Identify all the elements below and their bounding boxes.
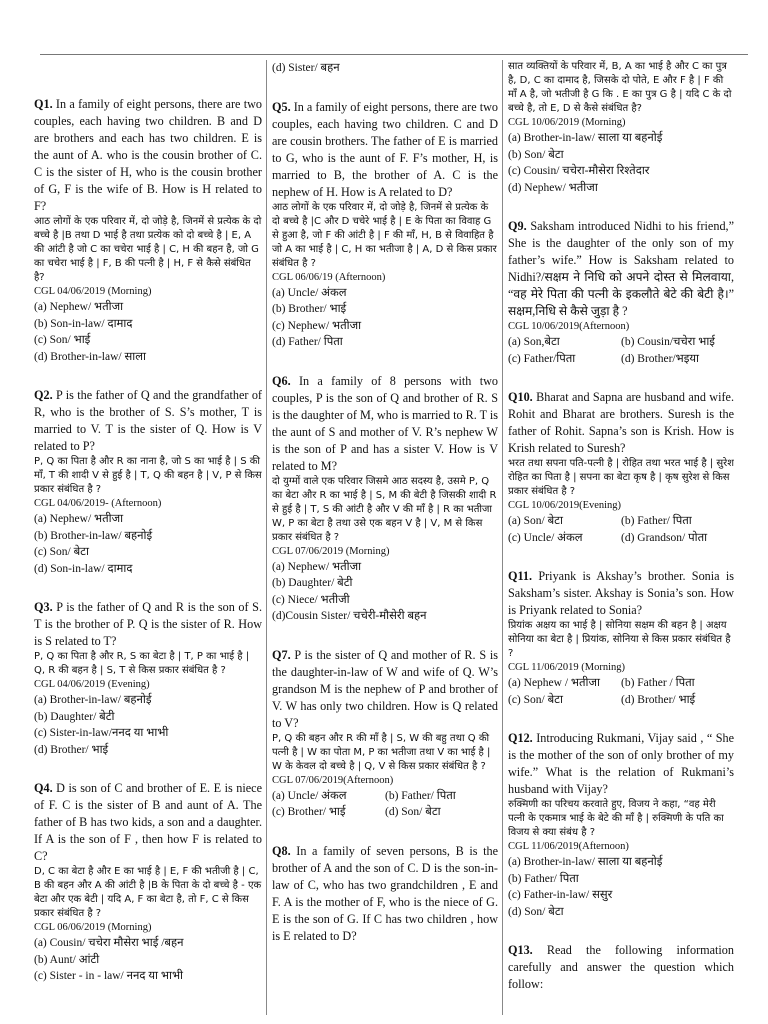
question-hindi: P, Q की बहन और R की माँ है | S, W की बहु तथा Q की पत्नी है | W का पोता M, P का भतीजा तथा V का भाई है | W के केवल दो बच्चे है | Q, V से किस प्रकार संबंधित है ?: [272, 732, 491, 772]
answer-option: (b) Daughter/ बेटी: [34, 710, 115, 723]
question-number: Q1.: [34, 97, 53, 111]
question-text: [508, 942, 734, 993]
exam-source: CGL 04/06/2019- (Afternoon): [34, 498, 162, 509]
answer-option: (a) Brother-in-law/ बहनोई: [34, 694, 152, 706]
answer-option: (c) Niece/ भतीजी: [272, 593, 350, 606]
answer-option: (d) Father/ पिता: [272, 336, 343, 348]
question-number: Q3.: [34, 600, 53, 614]
answer-option: (d) Sister/ बहन: [272, 62, 340, 74]
answer-option: (c) Uncle/ अंकल: [508, 531, 583, 544]
column-3: [508, 60, 734, 1015]
answer-option: (a) Nephew/ भतीजा: [272, 560, 362, 573]
answer-option: (d) Son-in-law/ दामाद: [34, 562, 133, 575]
question-number: Q13.: [508, 943, 533, 957]
answer-option: (a) Nephew/ भतीजा: [34, 513, 124, 525]
question-number: Q5.: [272, 99, 291, 114]
question-hindi: P, Q का पिता है और R, S का बेटा है | T, P का भाई है | Q, R की बहन है | S, T से किस प्रकार संबंधित है ?: [34, 651, 250, 676]
question-number: Q8.: [272, 843, 291, 858]
answer-option: (d) Nephew/ भतीजा: [508, 181, 598, 194]
question-hindi: भरत तथा सपना पति-पत्नी है | रोहित तथा भरत भाई है | सुरेश रोहित का पिता है | सपना का बेटा कृष है | कृष सुरेश से किस प्रकार संबंधित है ?: [508, 458, 734, 497]
question-text: [272, 373, 498, 475]
question-text: [508, 730, 734, 798]
answer-option: (b) Father/ पिता: [621, 515, 692, 527]
question-block: [34, 387, 262, 577]
exam-source: CGL 06/06/2019 (Morning): [34, 922, 152, 933]
question-block: [272, 647, 498, 821]
question-number: Q10.: [508, 390, 533, 404]
answer-option: (b) Son/ बेटा: [508, 148, 564, 161]
question-english: Priyank is Akshay’s brother. Sonia is Saksham’s sister. Akshay is Sonia’s son. How is Priyank related to Sonia?: [508, 569, 734, 617]
answer-option-row: [508, 334, 734, 351]
answer-option-row: [272, 788, 498, 805]
answer-option: (a) Son/ बेटा: [508, 515, 563, 527]
answer-option: (c) Cousin/ चचेरा-मौसेरा रिश्तेदार: [508, 165, 650, 177]
column-divider: [502, 60, 503, 1015]
answer-option: (a) Brother-in-law/ साला या बहनोई: [508, 132, 663, 144]
question-text: [508, 218, 734, 320]
answer-option: (c) Nephew/ भतीजा: [272, 319, 362, 332]
question-english: Bharat and Sapna are husband and wife. Rohit and Bharat are brothers. Suresh is the father of Rohit. Sapna’s son is Krish. How is Krish related to Suresh?: [508, 390, 734, 455]
question-english: D is son of C and brother of E. E is niece of F. C is the sister of B and aunt of A. The father of B has two kids, a son and a daughter. If A is the son of F , then how F is related to C?: [34, 781, 262, 863]
question-hindi: D, C का बेटा है और E का भाई है | E, F की भतीजी है | C, B की बहन और A की आंटी है |B के पिता के दो बच्चे है - एक बेटा और एक बेटी | यदि A, F का बेटा है, तो F, C से किस प्रकार संबंधित है ?: [34, 866, 262, 919]
question-block: [508, 389, 734, 546]
answer-option: (b) Aunt/ आंटी: [34, 953, 100, 966]
answer-option: (d) Brother/भइया: [621, 352, 699, 365]
answer-option: (b) Father/ पिता: [508, 872, 579, 885]
question-text: [272, 99, 498, 201]
question-number: Q7.: [272, 647, 291, 662]
question-text: [34, 780, 262, 865]
exam-source: CGL 11/06/2019(Afternoon): [508, 841, 629, 852]
question-english: Introducing Rukmani, Vijay said , “ She is the mother of the son of only brother of my wife.” What is the relation of Rukmani’s husband with Vijay?: [508, 731, 734, 796]
answer-option: (b) Father / पिता: [621, 677, 695, 689]
answer-option-row: [508, 675, 734, 692]
answer-option: (c) Sister-in-law/ननद या भाभी: [34, 727, 169, 739]
question-english: In a family of seven persons, B is the brother of A and the son of C. D is the son-in-law of C, who has two grandchildren , E and F. A is the mother of F, who is the niece of G. E is the son of G. If C has two children , how is E related to D?: [272, 843, 498, 943]
question-number: Q12.: [508, 731, 533, 745]
question-english: In a family of 8 persons with two couples, P is the son of Q and brother of R. S is the daughter of M, who is married to R. T is the aunt of S and mother of V. R’s nephew W is the son of P and has a sister V. How is V related to M?: [272, 373, 498, 473]
question-hindi: आठ लोगों के एक परिवार में, दो जोड़े है, जिनमें से प्रत्येक के दो बच्चे है |C और D चचेरे भाई है | E के पिता का विवाह G से हुआ है, जो F की आंटी है | F की माँ, H, B से विवाहित है जो A का भाई है | C, H का भतीजा है | A, D से किस प्रकार संबंधित है ?: [272, 201, 497, 269]
answer-option: (b) Son-in-law/ दामाद: [34, 317, 133, 330]
question-hindi: P, Q का पिता है और R का नाना है, जो S का भाई है | S की माँ, T की शादी V से हुई है | T, Q की बहन है | V, P से किस प्रकार संबंधित है ?: [34, 456, 262, 495]
question-text: [34, 599, 262, 650]
question-number: Q6.: [272, 373, 291, 388]
answer-option: (d)Cousin Sister/ चचेरी-मौसेरी बहन: [272, 610, 427, 622]
exam-source: CGL 07/06/2019(Afternoon): [272, 774, 394, 786]
answer-option: (d) Brother/ भाई: [621, 693, 696, 706]
question-hindi: आठ लोगों के एक परिवार में, दो जोड़े है, जिनमें से प्रत्येक के दो बच्चे है |B तथा D भाई है तथा प्रत्येक को दो बच्चे है | E, A की आंटी है जो C का चचेरा भाई है | C, H की बहन है, जो G का चचेरा भाई है | F, B की पत्नी है | H, F से कैसे संबंधित है?: [34, 216, 262, 283]
question-english: P is the father of Q and R is the son of S. T is the brother of P. Q is the sister of R. How is S related to T?: [34, 600, 262, 648]
question-english: In a family of eight persons, there are two couples, each having two children. B and D are brothers and each has two children. E is the aunt of A. who is the cousin brother of C. C is the sister of H, who is the cousin brother of G, F is the wife of B. How is H related to F?: [34, 97, 262, 213]
answer-option: (c) Sister - in - law/ ननद या भाभी: [34, 970, 184, 982]
answer-option: (b) Cousin/चचेरा भाई: [621, 336, 715, 348]
question-text: [272, 647, 498, 732]
answer-option: (d) Son/ बेटा: [508, 905, 564, 918]
column-2: [272, 60, 498, 1015]
answer-option: (c) Brother/ भाई: [272, 806, 346, 818]
answer-option: (b) Daughter/ बेटी: [272, 577, 353, 589]
answer-option: (c) Son/ बेटा: [34, 546, 89, 558]
answer-option-row: [508, 530, 734, 547]
answer-option: (a) Uncle/ अंकल: [272, 789, 347, 802]
answer-option: (c) Son/ भाई: [34, 334, 91, 346]
question-block: [272, 60, 498, 77]
answer-option: (c) Son/ बेटा: [508, 693, 563, 706]
question-english: P is the father of Q and the grandfather of R, who is the brother of S. S’s mother, T is married to V. T is the sister of Q. How is V related to P?: [34, 388, 262, 453]
answer-option: (a) Brother-in-law/ साला या बहनोई: [508, 856, 663, 868]
question-text: [34, 387, 262, 455]
answer-option-row: [508, 513, 734, 530]
question-block: [508, 730, 734, 920]
question-block: [272, 373, 498, 625]
question-english: Read the following information carefully and answer the question which follow:: [508, 943, 734, 991]
question-block: [508, 60, 734, 196]
exam-source: CGL 06/06/19 (Afternoon): [272, 271, 386, 283]
answer-option: (a) Nephew / भतीजा: [508, 677, 601, 689]
question-text: [508, 568, 734, 619]
question-number: Q4.: [34, 781, 53, 795]
answer-option-row: [272, 804, 498, 821]
question-number: Q9.: [508, 219, 527, 233]
question-english: Saksham introduced Nidhi to his friend,” She is the daughter of the only son of my father’s wife.” How is Saksham related to Nidhi?/सक्षम ने निधि को अपने दोस्त से मिलवाया, “वह मेरे पिता की पत्नी के इकलौते बेटे की बेटी है।” सक्षम,निधि से कैसे जुड़ा है ?: [508, 219, 734, 318]
answer-option: (d) Brother-in-law/ साला: [34, 350, 146, 363]
top-rule: [40, 54, 748, 55]
answer-option: (d) Son/ बेटा: [385, 806, 441, 818]
answer-option: (a) Uncle/ अंकल: [272, 286, 347, 299]
question-block: [34, 599, 262, 758]
question-block: [34, 96, 262, 365]
question-text: [34, 96, 262, 215]
exam-source: CGL 07/06/2019 (Morning): [272, 545, 390, 557]
exam-source: CGL 10/06/2019 (Morning): [508, 117, 626, 128]
question-english: P is the sister of Q and mother of R. S is the daughter-in-law of W and wife of Q. W’s grandson M is the nephew of P and brother of V. W has only two children. How is Q related to V?: [272, 647, 498, 730]
question-block: [34, 780, 262, 985]
question-block: [508, 942, 734, 993]
question-block: [272, 843, 498, 945]
answer-option: (c) Father/पिता: [508, 352, 576, 365]
question-text: [508, 389, 734, 457]
column-divider: [266, 60, 267, 1015]
column-1: [34, 60, 262, 1015]
answer-option: (a) Son,बेटा: [508, 336, 560, 348]
question-block: [508, 568, 734, 708]
answer-option: (a) Nephew/ भतीजा: [34, 301, 124, 313]
answer-option-row: [508, 692, 734, 709]
exam-source: CGL 11/06/2019 (Morning): [508, 662, 626, 673]
question-block: [508, 218, 734, 367]
exam-source: CGL 04/06/2019 (Morning): [34, 286, 152, 297]
question-number: Q11.: [508, 569, 533, 583]
question-text: [272, 843, 498, 945]
exam-source: CGL 10/06/2019(Evening): [508, 500, 622, 511]
answer-option: (d) Brother/ भाई: [34, 743, 109, 756]
answer-option: (c) Father-in-law/ ससुर: [508, 889, 613, 901]
question-hindi: प्रियांक अक्षय का भाई है | सोनिया सक्षम की बहन है | अक्षय सोनिया का बेटा है | प्रियांक, सोनिया से किस प्रकार संबंधित है ?: [508, 620, 731, 659]
answer-option: (b) Father/ पिता: [385, 789, 456, 802]
question-hindi: सात व्यक्तियों के परिवार में, B, A का भाई है और C का पुत्र है, D, C का दामाद है, जिसके दो पोते, E और F है | F की माँ A है, जो भतीजी है G कि . E का पुत्र G है | यदि C के दो बच्चे है, तो E, D से कैसे संबंधित है?: [508, 61, 732, 114]
question-hindi: दो युग्मों वाले एक परिवार जिसमे आठ सदस्य है, उसमे P, Q का बेटा और R का भाई है | S, M की बेटी है जिसकी शादी R से हुई है | T, S की आंटी है और V की माँ है | R का भतीजा W, P का बेटा है तथा उसे एक बहन V है | V, M से किस प्रकार संबंधित है ?: [272, 475, 497, 543]
answer-option: (d) Grandson/ पोता: [621, 531, 708, 544]
question-english: In a family of eight persons, there are two couples, each having two children. C and D are cousin brothers. The father of E is married to G, who is the aunt of F. F’s mother, H, is married to B, the brother of A. C is the nephew of H. How is A related to D?: [272, 99, 498, 199]
question-hindi: रुक्मिणी का परिचय करवाते हुए, विजय ने कहा, “वह मेरी पत्नी के एकमात्र भाई के बेटे की माँ है | रुक्मिणी के पति का विजय से क्या संबंध है ?: [508, 799, 724, 838]
answer-option: (b) Brother/ भाई: [272, 303, 347, 315]
exam-source: CGL 10/06/2019(Afternoon): [508, 321, 630, 332]
answer-option: (a) Cousin/ चचेरा मौसेरा भाई /बहन: [34, 937, 184, 949]
answer-option: (b) Brother-in-law/ बहनोई: [34, 529, 153, 542]
question-block: [272, 99, 498, 351]
answer-option-row: [508, 351, 734, 368]
exam-source: CGL 04/06/2019 (Evening): [34, 679, 150, 690]
question-number: Q2.: [34, 388, 53, 402]
